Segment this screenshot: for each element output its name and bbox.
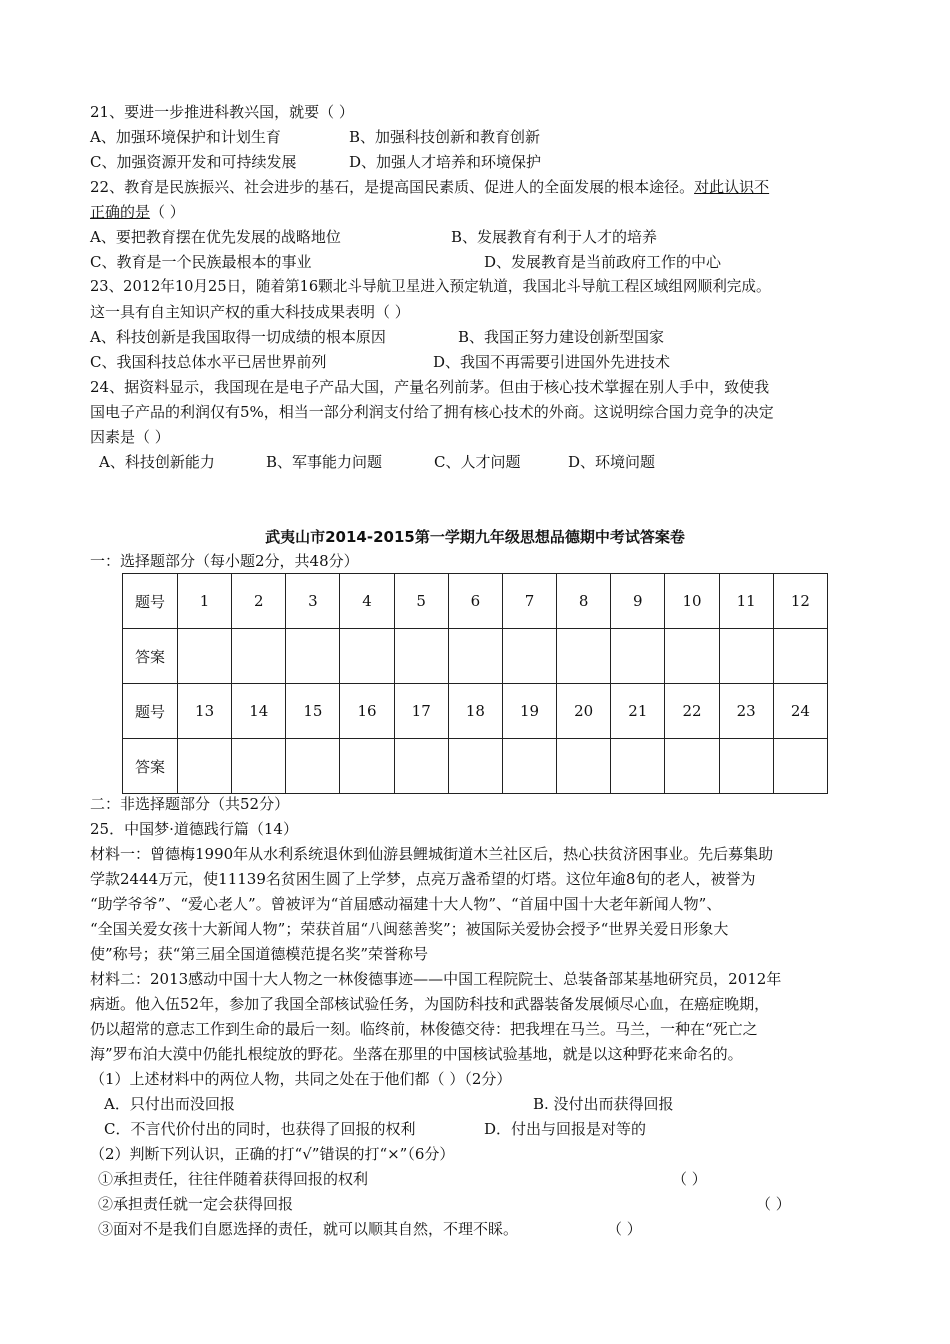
q21-option-b: B、加强科技创新和教育创新 <box>349 128 541 146</box>
q24-option-a: A、科技创新能力 <box>99 453 215 471</box>
num-row-2 <box>123 684 828 739</box>
q-num: 5 <box>394 574 448 629</box>
sq1-option-b: B. 没付出而获得回报 <box>533 1095 674 1113</box>
answer-cell[interactable] <box>232 739 286 794</box>
q-num: 16 <box>340 684 394 739</box>
answer-cell[interactable] <box>178 629 232 684</box>
answer-cell[interactable] <box>719 739 773 794</box>
answer-cell[interactable] <box>773 629 827 684</box>
q-num: 3 <box>286 574 340 629</box>
answer-cell[interactable] <box>557 629 611 684</box>
section2-heading: 二：非选择题部分（共52分） <box>90 795 290 813</box>
answer-cell[interactable] <box>773 739 827 794</box>
q23-stem-line1: 23、2012年10月25日，随着第16颗北斗导航卫星进入预定轨道，我国北斗导航工程区域组网顺利完成。 <box>90 278 771 295</box>
judge-blank-2[interactable]: （ ） <box>756 1195 791 1213</box>
material2-line: 海”罗布泊大漠中仍能扎根绽放的野花。坐落在那里的中国核试验基地，就是以这种野花来命名的。 <box>90 1045 743 1063</box>
subquestion-2: （2）判断下列认识，正确的打“√”错误的打“×”（6分） <box>90 1145 455 1163</box>
q22-underlined-2: 正确的是 <box>90 203 151 221</box>
q22-stem-text: 22、教育是民族振兴、社会进步的基石，是提高国民素质、促进人的全面发展的根本途径。 <box>90 178 695 196</box>
q24-option-c: C、人才问题 <box>434 453 521 471</box>
q21-option-d: D、加强人才培养和环境保护 <box>349 153 542 171</box>
q21-stem: 21、要进一步推进科教兴国，就要（ ） <box>90 103 354 121</box>
q22-stem-tail: （ ） <box>150 203 185 221</box>
answer-cell[interactable] <box>340 739 394 794</box>
q-num: 19 <box>502 684 556 739</box>
q-num: 18 <box>448 684 502 739</box>
material2-line: 仍以超常的意志工作到生命的最后一刻。临终前，林俊德交待：把我埋在马兰。马兰，一种在“死亡之 <box>90 1020 758 1038</box>
judge-blank-3[interactable]: （ ） <box>607 1220 642 1238</box>
q23-option-a: A、科技创新是我国取得一切成绩的根本原因 <box>90 328 386 346</box>
q-num: 15 <box>286 684 340 739</box>
answer-cell[interactable] <box>611 739 665 794</box>
row-label-ans: 答案 <box>123 739 178 794</box>
judge-item-3: ③面对不是我们自愿选择的责任，就可以顺其自然，不理不睬。 <box>98 1220 519 1238</box>
row-label-ans: 答案 <box>123 629 178 684</box>
q23-option-c: C、我国科技总体水平已居世界前列 <box>90 353 327 371</box>
answer-row-1 <box>123 629 828 684</box>
subquestion-1: （1）上述材料中的两位人物，共同之处在于他们都（ ）（2分） <box>90 1070 512 1088</box>
q25-heading: 25．中国梦·道德践行篇（14） <box>90 820 298 838</box>
q-num: 2 <box>232 574 286 629</box>
answer-cell[interactable] <box>232 629 286 684</box>
answer-cell[interactable] <box>340 629 394 684</box>
material1-line: 材料一：曾德梅1990年从水利系统退休到仙游县鲤城街道木兰社区后，热心扶贫济困事业。先后募集助 <box>90 845 774 863</box>
q-num: 4 <box>340 574 394 629</box>
answer-cell[interactable] <box>719 629 773 684</box>
material1-line: 学款2444万元，使11139名贫困生圆了上学梦，点亮万盏希望的灯塔。这位年逾8旬的老人，被誉为 <box>90 870 756 888</box>
sq1-option-c: C．不言代价付出的同时，也获得了回报的权利 <box>104 1120 416 1138</box>
q24-stem-line3: 因素是（ ） <box>90 428 170 446</box>
answer-cell[interactable] <box>665 739 719 794</box>
q22-option-b: B、发展教育有利于人才的培养 <box>451 228 658 246</box>
judge-item-1: ①承担责任，往往伴随着获得回报的权利 <box>98 1170 369 1188</box>
q-num: 6 <box>448 574 502 629</box>
material1-line: 使”称号；获“第三届全国道德模范提名奖”荣誉称号 <box>90 945 429 963</box>
q-num: 14 <box>232 684 286 739</box>
q21-option-a: A、加强环境保护和计划生育 <box>90 128 281 146</box>
answer-cell[interactable] <box>502 629 556 684</box>
num-row-1 <box>123 574 828 629</box>
q22-underlined-1: 对此认识不 <box>694 178 770 196</box>
answer-cell[interactable] <box>557 739 611 794</box>
judge-blank-1[interactable]: （ ） <box>672 1170 707 1188</box>
q-num: 10 <box>665 574 719 629</box>
answer-cell[interactable] <box>394 629 448 684</box>
q24-stem-line1: 24、据资料显示，我国现在是电子产品大国，产量名列前茅。但由于核心技术掌握在别人手中，致使我 <box>90 378 770 396</box>
q24-option-d: D、环境问题 <box>568 453 656 471</box>
q-num: 20 <box>557 684 611 739</box>
material1-line: “助学爷爷”、“爱心老人”。曾被评为“首届感动福建十大人物”、“首届中国十大老年新闻人物”、 <box>90 895 722 913</box>
q-num: 22 <box>665 684 719 739</box>
answer-cell[interactable] <box>665 629 719 684</box>
q24-option-b: B、军事能力问题 <box>266 453 383 471</box>
answer-cell[interactable] <box>611 629 665 684</box>
answer-cell[interactable] <box>286 629 340 684</box>
q21-option-c: C、加强资源开发和可持续发展 <box>90 153 297 171</box>
sq1-option-d: D．付出与回报是对等的 <box>484 1120 647 1138</box>
q22-option-d: D、发展教育是当前政府工作的中心 <box>484 253 722 271</box>
answer-sheet-title: 武夷山市2014-2015第一学期九年级思想品德期中考试答案卷 <box>265 528 685 546</box>
sq1-option-a: A．只付出而没回报 <box>104 1095 235 1113</box>
answer-cell[interactable] <box>178 739 232 794</box>
q-num: 23 <box>719 684 773 739</box>
judge-item-2: ②承担责任就一定会获得回报 <box>98 1195 294 1213</box>
q23-option-b: B、我国正努力建设创新型国家 <box>458 328 665 346</box>
q-num: 21 <box>611 684 665 739</box>
answer-cell[interactable] <box>448 739 502 794</box>
q-num: 8 <box>557 574 611 629</box>
material1-line: “全国关爱女孩十大新闻人物”；荣获首届“八闽慈善奖”；被国际关爱协会授予“世界关爱日形象大 <box>90 920 729 938</box>
q22-option-c: C、教育是一个民族最根本的事业 <box>90 253 312 271</box>
answer-cell[interactable] <box>286 739 340 794</box>
material2-line: 材料二：2013感动中国十大人物之一林俊德事迹——中国工程院院士、总装备部某基地研究员，2012年 <box>90 970 782 988</box>
answer-cell[interactable] <box>448 629 502 684</box>
q22-stem-line2 <box>90 202 185 222</box>
answer-cell[interactable] <box>394 739 448 794</box>
q-num: 13 <box>178 684 232 739</box>
row-label-num: 题号 <box>123 574 178 629</box>
q23-option-d: D、我国不再需要引进国外先进技术 <box>433 353 671 371</box>
q-num: 12 <box>773 574 827 629</box>
q-num: 24 <box>773 684 827 739</box>
answer-cell[interactable] <box>502 739 556 794</box>
row-label-num: 题号 <box>123 684 178 739</box>
material2-line: 病逝。他入伍52年，参加了我国全部核试验任务，为国防科技和武器装备发展倾尽心血，在癌症晚期， <box>90 995 770 1013</box>
q-num: 1 <box>178 574 232 629</box>
q-num: 9 <box>611 574 665 629</box>
section1-heading: 一：选择题部分（每小题2分，共48分） <box>90 552 359 570</box>
q-num: 11 <box>719 574 773 629</box>
q24-stem-line2: 国电子产品的利润仅有5%，相当一部分利润支付给了拥有核心技术的外商。这说明综合国力竞争的决定 <box>90 403 774 421</box>
q23-stem-line2: 这一具有自主知识产权的重大科技成果表明（ ） <box>90 303 410 321</box>
q22-option-a: A、要把教育摆在优先发展的战略地位 <box>90 228 341 246</box>
answer-grid <box>122 573 828 794</box>
answer-row-2 <box>123 739 828 794</box>
q22-stem-line1 <box>90 177 769 197</box>
q-num: 7 <box>502 574 556 629</box>
q-num: 17 <box>394 684 448 739</box>
